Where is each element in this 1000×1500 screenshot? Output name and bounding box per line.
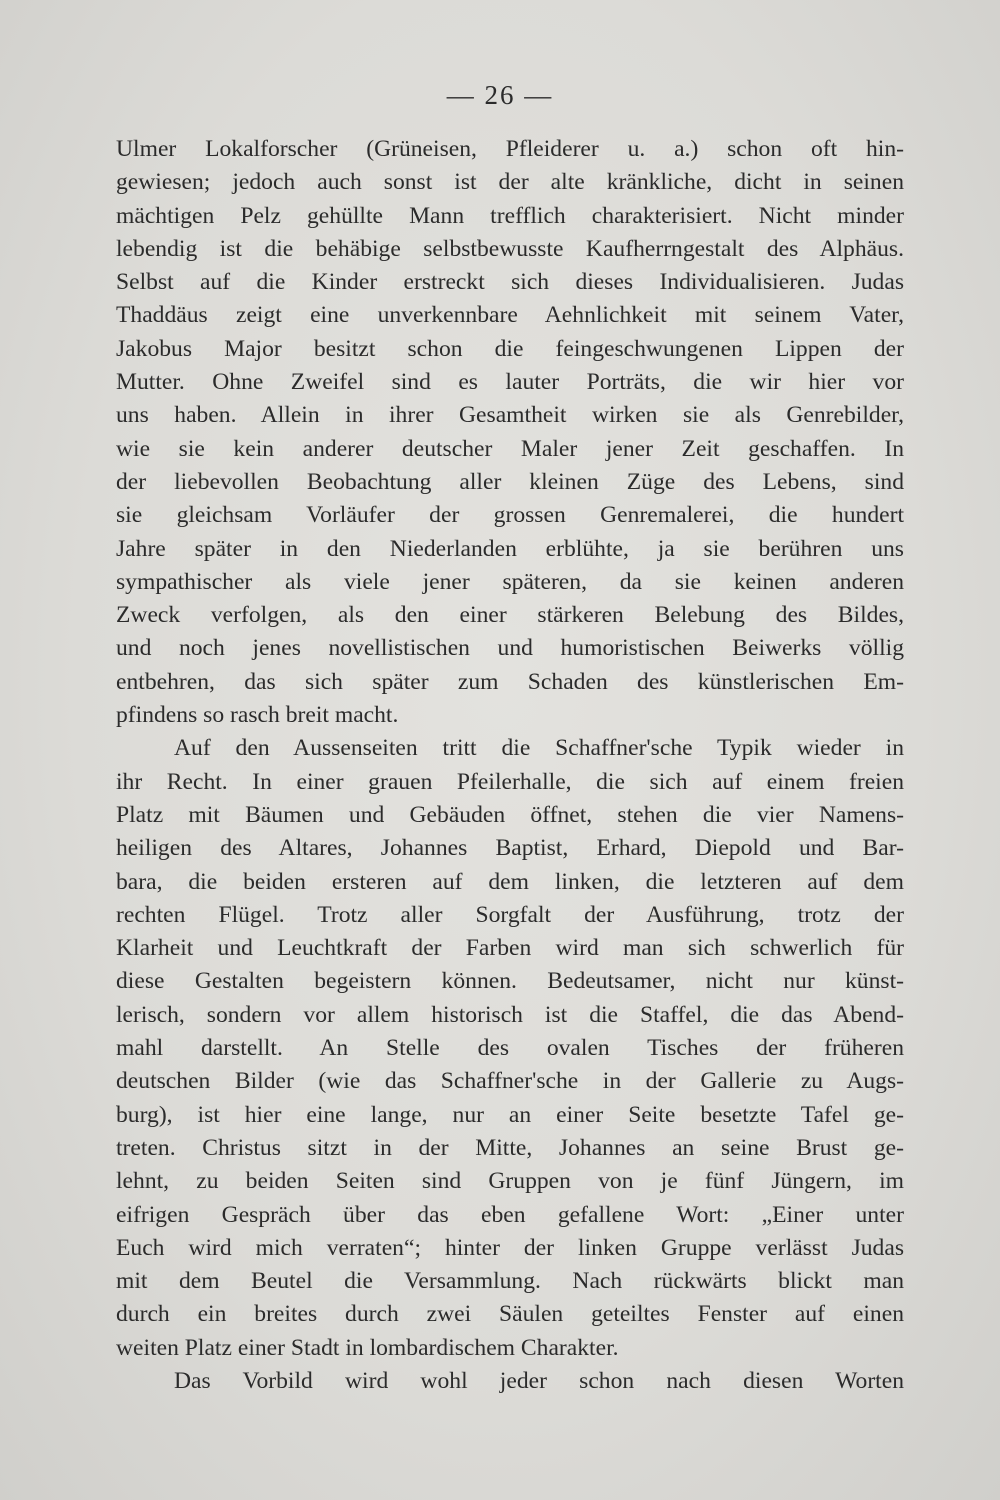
text-line: Klarheit und Leuchtkraft der Farben wird man sich schwerlich für: [116, 935, 904, 962]
text-line: Mutter. Ohne Zweifel sind es lauter Porträts, die wir hier vor: [116, 369, 904, 396]
text-line: pfindens so rasch breit macht.: [116, 702, 399, 729]
text-line: mahl darstellt. An Stelle des ovalen Tisches der früheren: [116, 1035, 904, 1062]
text-line: gewiesen; jedoch auch sonst ist der alte kränkliche, dicht in seinen: [116, 169, 904, 196]
text-line: Jakobus Major besitzt schon die feingeschwungenen Lippen der: [116, 335, 904, 362]
text-line: ihr Recht. In einer grauen Pfeilerhalle, die sich auf einem freien: [116, 768, 904, 795]
text-line: burg), ist hier eine lange, nur an einer Seite besetzte Tafel ge-: [116, 1101, 904, 1128]
text-line: Auf den Aussenseiten tritt die Schaffner'sche Typik wieder in: [174, 735, 904, 762]
text-line: sie gleichsam Vorläufer der grossen Genremalerei, die hundert: [116, 502, 904, 529]
text-line: Das Vorbild wird wohl jeder schon nach diesen Worten: [174, 1367, 904, 1394]
text-line: Zweck verfolgen, als den einer stärkeren Belebung des Bildes,: [116, 602, 904, 629]
text-line: der liebevollen Beobachtung aller kleinen Züge des Lebens, sind: [116, 468, 904, 495]
text-line: Platz mit Bäumen und Gebäuden öffnet, stehen die vier Namens-: [116, 801, 904, 828]
paragraph: [116, 1365, 904, 1398]
text-line: diese Gestalten begeistern können. Bedeutsamer, nicht nur künst-: [116, 968, 904, 995]
text-line: entbehren, das sich später zum Schaden des künstlerischen Em-: [116, 668, 904, 695]
text-line: lebendig ist die behäbige selbstbewusste Kaufherrngestalt des Alphäus.: [116, 235, 904, 262]
text-line: und noch jenes novellistischen und humoristischen Beiwerks völlig: [116, 635, 904, 662]
page-number: — 26 —: [446, 80, 554, 110]
text-line: lerisch, sondern vor allem historisch ist die Staffel, die das Abend-: [116, 1001, 904, 1028]
text-line: uns haben. Allein in ihrer Gesamtheit wirken sie als Genrebilder,: [116, 402, 904, 429]
text-line: weiten Platz einer Stadt in lombardischem Charakter.: [116, 1334, 619, 1361]
text-line: rechten Flügel. Trotz aller Sorgfalt der Ausführung, trotz der: [116, 901, 904, 928]
text-line: bara, die beiden ersteren auf dem linken, die letzteren auf dem: [116, 868, 904, 895]
text-line: lehnt, zu beiden Seiten sind Gruppen von je fünf Jüngern, im: [116, 1168, 904, 1195]
paragraph: [116, 133, 904, 732]
text-line: eifrigen Gespräch über das eben gefallene Wort: „Einer unter: [116, 1201, 904, 1228]
text-line: treten. Christus sitzt in der Mitte, Johannes an seine Brust ge-: [116, 1134, 904, 1161]
body-text: [116, 133, 904, 1398]
text-line: Euch wird mich verraten“; hinter der linken Gruppe verlässt Judas: [116, 1234, 904, 1261]
text-line: Selbst auf die Kinder erstreckt sich dieses Individualisieren. Judas: [116, 269, 904, 296]
text-line: sympathischer als viele jener späteren, da sie keinen anderen: [116, 568, 904, 595]
text-line: Thaddäus zeigt eine unverkennbare Aehnlichkeit mit seinem Vater,: [116, 302, 904, 329]
paragraph: [116, 732, 904, 1365]
text-line: heiligen des Altares, Johannes Baptist, Erhard, Diepold und Bar-: [116, 835, 904, 862]
text-line: Jahre später in den Niederlanden erblühte, ja sie berühren uns: [116, 535, 904, 562]
text-line: durch ein breites durch zwei Säulen geteiltes Fenster auf einen: [116, 1301, 904, 1328]
text-line: wie sie kein anderer deutscher Maler jener Zeit geschaffen. In: [116, 435, 904, 462]
text-line: Ulmer Lokalforscher (Grüneisen, Pfleiderer u. a.) schon oft hin-: [116, 136, 904, 162]
text-line: deutschen Bilder (wie das Schaffner'sche in der Gallerie zu Augs-: [116, 1068, 904, 1095]
text-line: mit dem Beutel die Versammlung. Nach rückwärts blickt man: [116, 1268, 904, 1295]
text-line: mächtigen Pelz gehüllte Mann trefflich charakterisiert. Nicht minder: [116, 202, 904, 229]
